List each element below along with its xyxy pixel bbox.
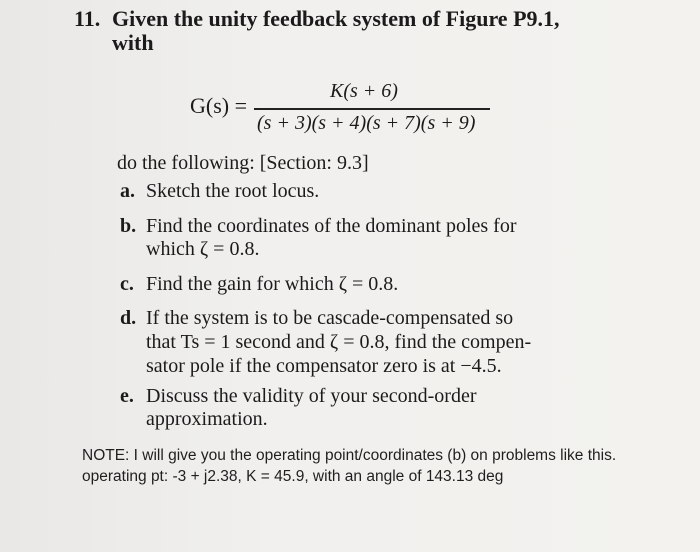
item-d-letter: d. bbox=[120, 307, 137, 329]
problem-number: 11. bbox=[74, 6, 101, 31]
item-d-text-line2: that Ts = 1 second and ζ = 0.8, find the compen- bbox=[146, 331, 532, 353]
equation-denominator: (s + 3)(s + 4)(s + 7)(s + 9) bbox=[257, 112, 476, 134]
item-e-letter: e. bbox=[120, 385, 134, 407]
item-d-text-line3: sator pole if the compensator zero is at −4.5. bbox=[146, 355, 502, 377]
equation-lhs: G(s) = bbox=[190, 93, 248, 118]
item-c-letter: c. bbox=[120, 273, 134, 295]
note-line2: operating pt: -3 + j2.38, K = 45.9, with an angle of 143.13 deg bbox=[82, 468, 504, 485]
instructions: do the following: [Section: 9.3] bbox=[117, 152, 369, 174]
item-a-text: Sketch the root locus. bbox=[146, 180, 320, 202]
problem-title-line1: Given the unity feedback system of Figure P9.1, bbox=[112, 6, 560, 31]
note-line1: NOTE: I will give you the operating point/coordinates (b) on problems like this. bbox=[82, 447, 617, 464]
fraction-bar bbox=[254, 108, 490, 110]
problem-title-line2: with bbox=[112, 30, 154, 55]
item-b-letter: b. bbox=[120, 215, 137, 237]
item-e-text-line1: Discuss the validity of your second-order bbox=[146, 385, 477, 407]
item-d-text-line1: If the system is to be cascade-compensated so bbox=[146, 307, 514, 329]
item-a-letter: a. bbox=[120, 180, 135, 202]
item-e-text-line2: approximation. bbox=[146, 408, 268, 430]
item-c-text: Find the gain for which ζ = 0.8. bbox=[146, 273, 399, 295]
item-b-text-line2: which ζ = 0.8. bbox=[146, 238, 260, 260]
item-b-text-line1: Find the coordinates of the dominant poles for bbox=[146, 215, 517, 237]
equation-numerator: K(s + 6) bbox=[330, 80, 398, 102]
